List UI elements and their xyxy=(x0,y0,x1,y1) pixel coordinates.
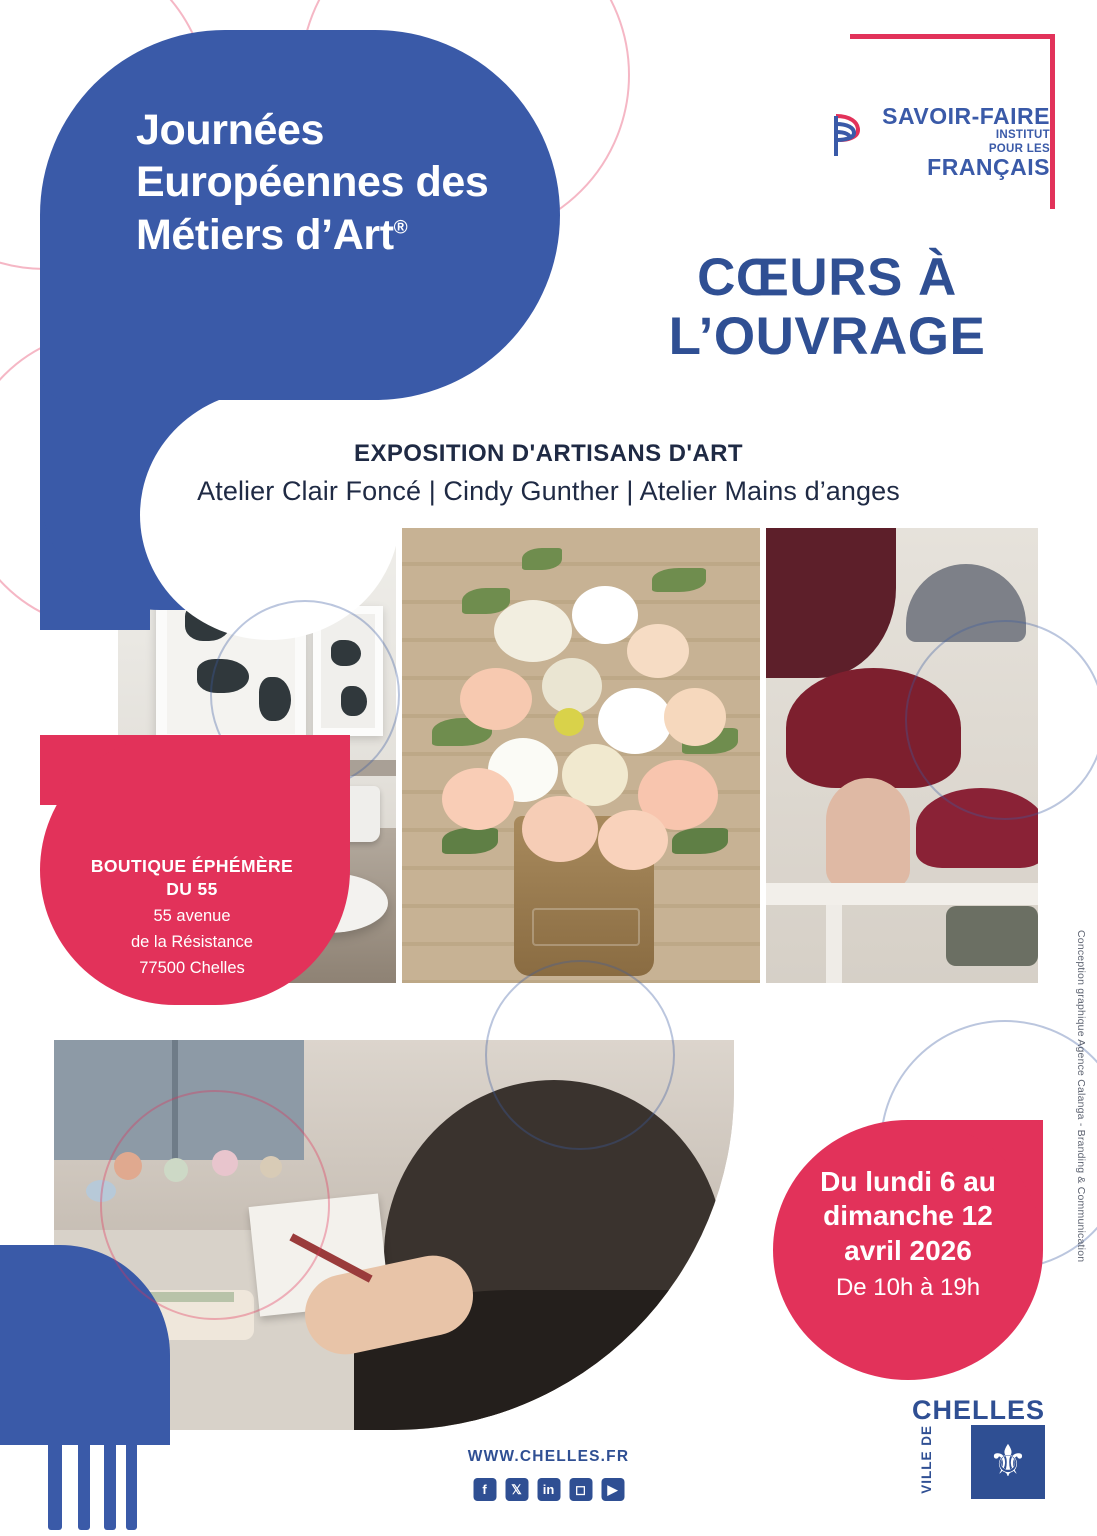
logo-line-2: INSTITUT xyxy=(995,129,1050,142)
decorative-ring xyxy=(100,1090,330,1320)
social-links[interactable] xyxy=(473,1478,624,1501)
boutique-address-line2: de la Résistance xyxy=(131,932,253,951)
boutique-address-line1: 55 avenue xyxy=(153,906,231,925)
chelles-logo-emblem-box xyxy=(971,1425,1045,1499)
logo-line-1: SAVOIR-FAIRE xyxy=(882,103,1050,129)
logo-line-4: FRANÇAIS xyxy=(927,153,1050,180)
x-twitter-icon[interactable]: 𝕏 xyxy=(505,1478,528,1501)
savoir-faire-logo-text xyxy=(840,104,1050,179)
date-line-2: dimanche 12 xyxy=(823,1200,993,1232)
linkedin-icon[interactable]: in xyxy=(537,1478,560,1501)
exposition-artisans: Atelier Clair Foncé | Cindy Gunther | Atelier Mains d’anges xyxy=(197,476,900,506)
facebook-icon[interactable]: f xyxy=(473,1478,496,1501)
boutique-info xyxy=(52,855,332,979)
photo-hats-shelf-leg xyxy=(826,905,842,983)
savoir-faire-logo xyxy=(840,34,1055,214)
chelles-logo-vertical: VILLE DE xyxy=(919,1425,934,1494)
decorative-ring xyxy=(905,620,1097,820)
event-title: CŒURS À L’OUVRAGE xyxy=(668,248,986,367)
boutique-name: BOUTIQUE ÉPHÉMÈRE xyxy=(90,856,294,876)
logo-bracket-top xyxy=(850,34,1055,39)
instagram-icon[interactable]: ◻ xyxy=(569,1478,592,1501)
logo-bracket-right xyxy=(1050,34,1055,209)
design-credit: Conception graphique Agence Calanga - Branding & Communication xyxy=(1075,930,1087,1263)
decorative-ring xyxy=(485,960,675,1150)
page-title-text: Journées Européennes des Métiers d’Art xyxy=(136,106,489,259)
bottom-ladder-shape xyxy=(48,1360,138,1530)
page-title xyxy=(136,104,556,261)
photo-bouquet xyxy=(402,528,760,983)
boutique-number: DU 55 xyxy=(166,878,218,899)
date-line-1: Du lundi 6 au xyxy=(820,1166,996,1197)
exposition-heading: EXPOSITION D'ARTISANS D'ART xyxy=(354,440,743,467)
fleur-de-lis-icon: ⚜ xyxy=(988,1437,1028,1486)
date-hours: De 10h à 19h xyxy=(835,1274,981,1302)
website-url[interactable]: WWW.CHELLES.FR xyxy=(467,1448,630,1465)
youtube-icon[interactable]: ▶ xyxy=(601,1478,624,1501)
white-cutout xyxy=(140,390,400,640)
photo-hats-stand xyxy=(826,778,910,888)
chelles-city-logo xyxy=(911,1395,1045,1505)
photo-hats-shelf xyxy=(766,883,1038,905)
date-line-3: avril 2026 xyxy=(844,1234,972,1266)
event-dates xyxy=(777,1165,1039,1304)
logo-line-3: POUR LES xyxy=(988,142,1050,155)
chelles-logo-word: CHELLES xyxy=(911,1395,1045,1425)
registered-mark: ® xyxy=(393,217,408,239)
boutique-address-line3: 77500 Chelles xyxy=(139,959,245,978)
